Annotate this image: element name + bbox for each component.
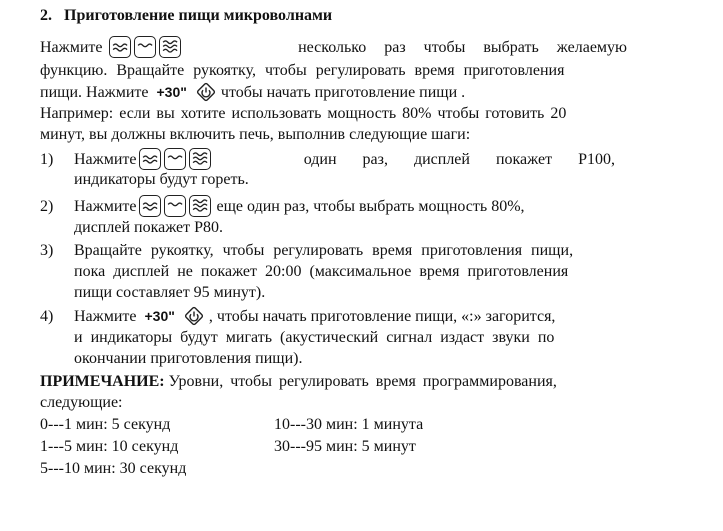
intro-press-label: Нажмите: [40, 39, 103, 56]
step-2-line-1: [40, 196, 690, 216]
intro-text-2: функцию. Вращайте рукоятку, чтобы регулировать время приготовления: [40, 62, 565, 79]
start-diamond-icon: [195, 81, 217, 103]
note-line-2: [40, 393, 690, 413]
note-text-2: следующие:: [40, 394, 123, 411]
level-entry: 1---5 мин: 10 секунд: [40, 438, 179, 455]
step-2-number: 2): [40, 198, 54, 215]
intro-line-4: [40, 104, 690, 124]
note-text: Уровни, чтобы регулировать время программирования,: [168, 373, 557, 390]
microwave-high-icon: [189, 195, 211, 217]
level-entry: 10---30 мин: 1 минута: [274, 416, 424, 433]
intro-press-label-2: пищи. Нажмите: [40, 84, 149, 101]
level-entry: 30---95 мин: 5 минут: [274, 438, 416, 455]
microwave-medium-icon: [164, 148, 186, 170]
intro-line-3: [40, 82, 690, 102]
step-3-line-1: [40, 241, 690, 261]
intro-select-text: несколько раз чтобы выбрать желаемую: [298, 39, 627, 56]
step-4-line-3: [74, 349, 690, 369]
step-4-press: Нажмите: [74, 308, 137, 325]
step-4-number: 4): [40, 308, 54, 325]
microwave-high-icon: [159, 36, 181, 58]
step-4-text-2: и индикаторы будут мигать (акустический сигнал издаст звуки по: [74, 329, 555, 346]
step-3-text-2: пока дисплей не покажет 20:00 (максимальное время приготовления: [74, 263, 569, 280]
step-2-line-2: [74, 218, 690, 238]
step-2-press: Нажмите: [74, 198, 137, 215]
step-3-line-2: [74, 262, 690, 282]
intro-line-1: [40, 37, 627, 57]
microwave-medium-icon: [164, 195, 186, 217]
level-entry: 0---1 мин: 5 секунд: [40, 416, 171, 433]
intro-text-5: минут, вы должны включить печь, выполнив следующие шаги:: [40, 126, 471, 143]
plus30-label: +30": [156, 84, 187, 100]
step-4-text-3: окончании приготовления пищи).: [74, 350, 303, 367]
microwave-high-icon: [189, 148, 211, 170]
step-3-line-3: [74, 283, 690, 303]
step-2-text-2: дисплей покажет P80.: [74, 219, 224, 236]
microwave-low-icon: [139, 148, 161, 170]
levels-left-column: [40, 415, 186, 479]
step-3-number: 3): [40, 242, 54, 259]
note-label: ПРИМЕЧАНИЕ:: [40, 373, 165, 390]
step-4-line-2: [74, 328, 690, 348]
microwave-low-icon: [109, 36, 131, 58]
step-1-text: один раз, дисплей покажет P100,: [303, 151, 615, 168]
note-line-1: [40, 372, 690, 392]
levels-right-column: [274, 415, 423, 457]
plus30-label: +30": [144, 308, 175, 324]
microwave-medium-icon: [134, 36, 156, 58]
step-1-number: 1): [40, 151, 54, 168]
step-3-text-1: Вращайте рукоятку, чтобы регулировать время приготовления пищи,: [74, 242, 574, 259]
step-2-text: еще один раз, чтобы выбрать мощность 80%,: [216, 198, 525, 215]
section-heading: [40, 6, 690, 26]
step-1-text-2: индикаторы будут гореть.: [74, 171, 249, 188]
intro-line-5: [40, 125, 690, 145]
step-1-line-2: [74, 170, 690, 190]
intro-start-text: чтобы начать приготовление пищи .: [220, 84, 466, 101]
intro-text-4: Например: если вы хотите использовать мощность 80% чтобы готовить 20: [40, 105, 567, 122]
step-3-text-3: пищи составляет 95 минут).: [74, 284, 266, 301]
microwave-low-icon: [139, 195, 161, 217]
step-1-line-1: [40, 149, 615, 169]
start-diamond-icon: [183, 305, 205, 327]
step-1-press: Нажмите: [74, 151, 137, 168]
intro-line-2: [40, 61, 690, 81]
step-4-text: , чтобы начать приготовление пищи, «:» загорится,: [208, 308, 556, 325]
step-4-line-1: [40, 306, 690, 326]
section-number: 2.: [40, 7, 52, 24]
section-title: Приготовление пищи микроволнами: [64, 7, 333, 24]
level-entry: 5---10 мин: 30 секунд: [40, 460, 187, 477]
